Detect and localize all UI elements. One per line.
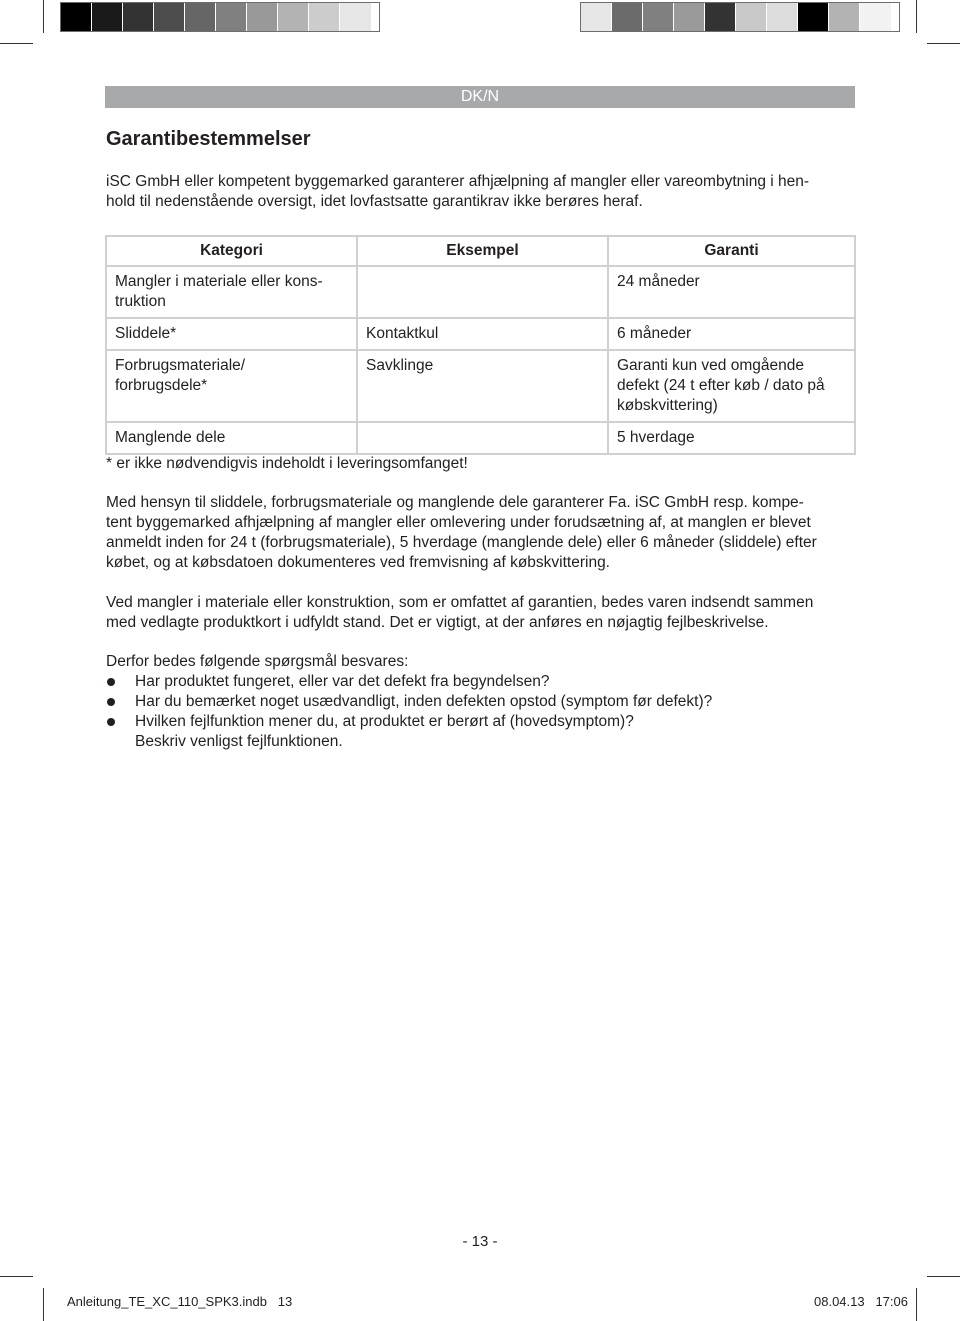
language-header-band [105,86,855,108]
column-header: Garanti [608,236,855,266]
cell-line: 6 måneder [617,325,692,342]
footer-datetime: 08.04.13 17:06 [814,1294,908,1309]
text-line: med vedlagte produktkort i udfyldt stand. Det er vigtigt, at der anføres en nøjagtig fejlbeskrivelse. [106,614,769,631]
color-swatch [340,3,371,31]
question-text: Har produktet fungeret, eller var det defekt fra begyndelsen? [135,673,550,690]
crop-mark [43,1288,44,1321]
color-swatch [123,3,154,31]
crop-mark [0,1276,33,1277]
color-swatch [612,3,643,31]
cell-garanti [608,350,855,422]
color-swatch [736,3,767,31]
color-swatch [643,3,674,31]
color-swatch [581,3,612,31]
bullet-icon [107,698,115,706]
color-swatch [216,3,247,31]
text-line: hold til nedenstående oversigt, idet lovfastsatte garantikrav ikke berøres heraf. [106,193,643,210]
page-title: Garantibestemmelser [106,128,311,150]
color-swatch [705,3,736,31]
cell-garanti [608,266,855,318]
color-swatch [278,3,309,31]
page-number: - 13 - [462,1233,498,1250]
color-swatch [61,3,92,31]
color-bar-left [60,2,380,32]
text-line: iSC GmbH eller kompetent byggemarked garanterer afhjælpning af mangler eller vareombytning i hen- [106,173,810,190]
crop-mark [916,0,917,33]
cell-line: købskvittering) [617,397,718,414]
cell-line: Garanti kun ved omgående [617,357,804,374]
cell-line: defekt (24 t efter køb / dato på [617,377,825,394]
warranty-table [105,235,856,455]
table-row [106,318,855,350]
cell-eksempel: Kontaktkul [357,318,608,350]
crop-mark [927,43,960,44]
question-text: Beskriv venligst fejlfunktionen. [135,733,343,750]
paragraph-wear-parts [106,493,858,573]
color-swatch [92,3,123,31]
crop-mark [0,43,33,44]
list-item [106,712,712,732]
color-swatch [829,3,860,31]
table-row [106,350,855,422]
list-item-continuation [106,732,712,752]
intro-paragraph [106,172,858,212]
crop-mark [927,1276,960,1277]
crop-mark [43,0,44,33]
text-line: Ved mangler i materiale eller konstruktion, som er omfattet af garantien, bedes varen indsendt sammen [106,594,814,611]
table-header-row [106,236,855,266]
color-bar-right [580,2,900,32]
cell-line: Forbrugsmateriale/ [115,357,246,374]
list-item [106,672,712,692]
cell-kategori [106,266,357,318]
color-swatch [185,3,216,31]
cell-line: forbrugsdele* [115,377,208,394]
table-row [106,422,855,454]
text-line: købet, og at købsdatoen dokumenteres ved fremvisning af købskvittering. [106,554,610,571]
cell-eksempel [357,422,608,454]
column-header: Kategori [106,236,357,266]
footnote: * er ikke nødvendigvis indeholdt i leveringsomfanget! [106,455,468,472]
text-line: anmeldt inden for 24 t (forbrugsmateriale), 5 hverdage (manglende dele) eller 6 måneder (sliddele) efter [106,534,817,551]
cell-eksempel [357,266,608,318]
cell-kategori [106,350,357,422]
cell-garanti [608,318,855,350]
text-line: tent byggemarked afhjælpning af mangler eller omlevering under forudsætning af, at manglen er blevet [106,514,811,531]
text-line: Med hensyn til sliddele, forbrugsmateriale og manglende dele garanterer Fa. iSC GmbH resp. kompe- [106,494,804,511]
cell-kategori [106,422,357,454]
crop-mark [916,1288,917,1321]
cell-line: Mangler i materiale eller kons- [115,273,323,290]
footer-file: Anleitung_TE_XC_110_SPK3.indb 13 [67,1294,293,1309]
cell-line: Manglende dele [115,429,226,446]
question-text: Hvilken fejlfunktion mener du, at produktet er berørt af (hovedsymptom)? [135,713,634,730]
list-item [106,692,712,712]
question-list [106,672,712,752]
bullet-icon [107,718,115,726]
color-swatch [767,3,798,31]
color-swatch [860,3,891,31]
color-swatch [247,3,278,31]
cell-line: truktion [115,293,166,310]
color-swatch [154,3,185,31]
color-swatch [674,3,705,31]
cell-kategori [106,318,357,350]
cell-line: Sliddele* [115,325,177,342]
color-swatch [798,3,829,31]
cell-garanti [608,422,855,454]
color-swatch [309,3,340,31]
column-header: Eksempel [357,236,608,266]
cell-line: 24 måneder [617,273,700,290]
paragraph-defects [106,593,858,633]
questions-intro: Derfor bedes følgende spørgsmål besvares: [106,653,409,670]
table-row [106,266,855,318]
bullet-icon [107,678,115,686]
language-code: DK/N [460,88,500,105]
cell-line: 5 hverdage [617,429,695,446]
cell-eksempel: Savklinge [357,350,608,422]
question-text: Har du bemærket noget usædvandligt, inden defekten opstod (symptom før defekt)? [135,693,713,710]
